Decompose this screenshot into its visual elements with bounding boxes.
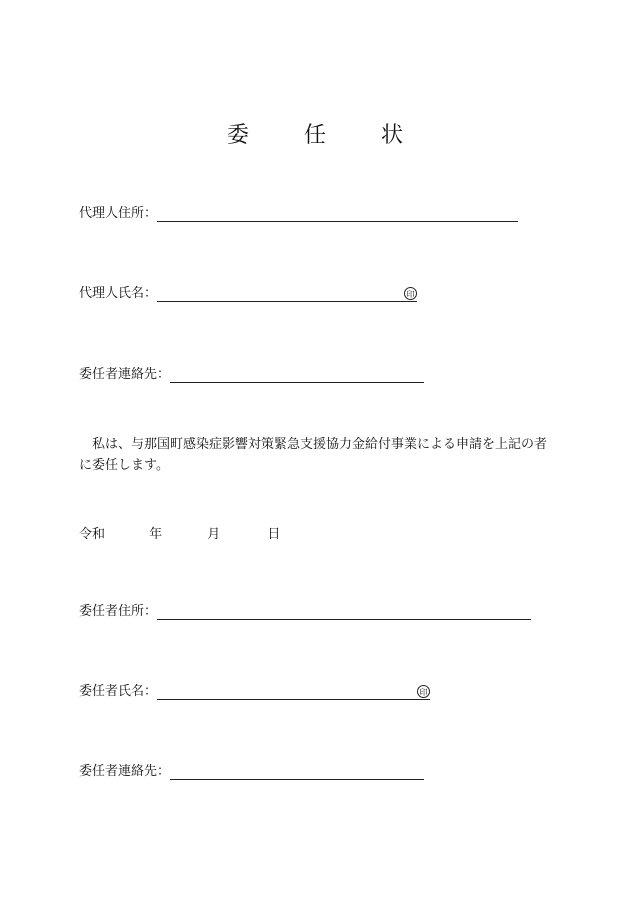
principal-contact-field-2[interactable]	[170, 764, 424, 780]
agent-address-row	[79, 206, 518, 222]
agent-address-label: 代理人住所：	[79, 206, 158, 221]
principal-seal-mark: 印	[417, 685, 430, 698]
agent-seal-mark: 印	[404, 287, 417, 300]
principal-address-label: 委任者住所：	[79, 604, 158, 619]
title-char-1: 委	[226, 123, 249, 148]
principal-address-field[interactable]	[157, 604, 531, 620]
date-row	[79, 523, 280, 542]
principal-name-field[interactable]	[157, 684, 430, 700]
principal-contact-row-1	[79, 367, 424, 383]
date-year: 年	[149, 527, 163, 542]
agent-name-label: 代理人氏名：	[79, 286, 158, 301]
date-era: 令和	[79, 527, 106, 542]
title-char-3: 状	[381, 123, 404, 148]
principal-contact-label-1: 委任者連絡先：	[79, 367, 171, 382]
date-day: 日	[267, 527, 281, 542]
document-title	[0, 118, 630, 149]
agent-name-field[interactable]	[157, 286, 417, 302]
date-month: 月	[207, 527, 221, 542]
agent-name-row	[79, 286, 417, 302]
principal-contact-row-2	[79, 764, 424, 780]
principal-contact-label-2: 委任者連絡先：	[79, 764, 171, 779]
delegation-statement: 私は、与那国町感染症影響対策緊急支援協力金給付事業による申請を上記の者に委任します。	[79, 437, 548, 473]
principal-address-row	[79, 604, 531, 620]
principal-name-row	[79, 684, 430, 700]
principal-name-label: 委任者氏名：	[79, 684, 158, 699]
principal-contact-field-1[interactable]	[170, 367, 424, 383]
agent-address-field[interactable]	[157, 206, 518, 222]
title-char-2: 任	[303, 123, 326, 148]
